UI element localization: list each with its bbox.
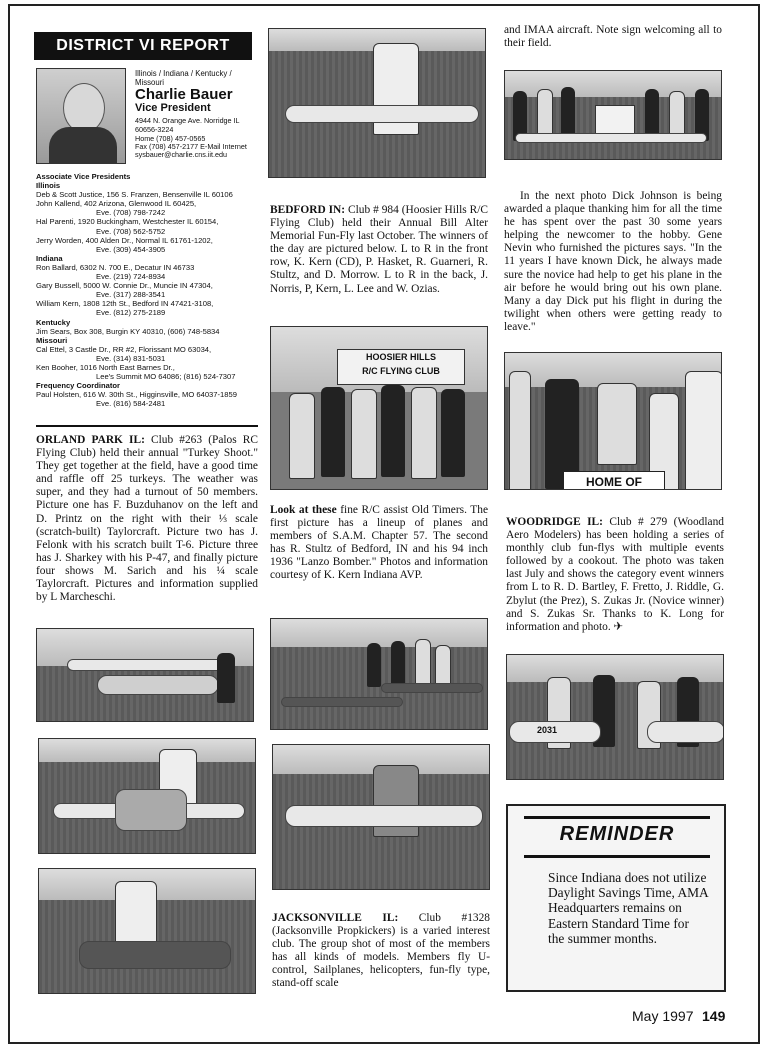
roster-phone: Eve. (708) 562-5752 (96, 226, 166, 236)
roster-phone: Eve. (219) 724-8934 (96, 272, 166, 282)
vp-title: Vice President (135, 102, 211, 114)
old-timers-article (270, 504, 488, 583)
bedford-text: Club # 984 (Hoosier Hills R/C Flying Club) held their Annual Bill Alter Memorial Fun-Fly last October. The winners of the day are pictured below. L to R in the front row, K. Kern (CD), P. Hasket, R. Guarneri, R. Stultz, and D. Morrow. L to R in the back, J. Norris, P, Kern, L. Lee and W. Ozias. (270, 204, 488, 295)
state-kentucky: Kentucky (36, 317, 71, 327)
bedford-article (270, 204, 488, 296)
state-illinois: Illinois (36, 181, 61, 191)
woodridge-text: Club # 279 (Woodland Aero Modelers) has been holding a series of monthly club fun-flys with multiple events followed by a cookout. The photo was taken last July and shows the category event winners from L to R. D. Bartley, F. Fretto, J. Riddle, G. Zbylut (the Prez), S. Zukas Jr. (Novice winner) and S. Zukas Sr. Thanks to K. Long for information and photo. ✈ (506, 516, 724, 633)
district-header: DISTRICT VI REPORT (34, 32, 252, 60)
vp-address: 4944 N. Orange Ave. Norridge IL 60656-3224 (135, 116, 240, 134)
banner-line-2: R/C FLYING CLUB (362, 366, 440, 376)
roster-entry: Jim Sears, Box 308, Burgin KY 40310, (606) 748-5834 (36, 326, 220, 336)
orland-park-article (36, 434, 258, 604)
club-banner (337, 349, 465, 385)
roster-entry: Hal Parenti, 1920 Buckingham, Westchester IL 60154, (36, 217, 219, 227)
bedford-lead: BEDFORD IN: (270, 204, 346, 216)
state-missouri: Missouri (36, 335, 68, 345)
vp-states: Illinois / Indiana / Kentucky / Missouri (135, 69, 232, 87)
roster-entry: Cal Ettel, 3 Castle Dr., RR #2, Florissant MO 63034, (36, 344, 212, 354)
roster-phone: Eve. (314) 831-5031 (96, 353, 166, 363)
roster-phone: Eve. (708) 798-7242 (96, 208, 166, 218)
vp-fax: Fax (708) 457-2177 E-Mail Internet (135, 142, 247, 151)
old-timers-lead: Look at these (270, 504, 337, 516)
roster-divider (36, 425, 258, 427)
vp-home-phone: Home (708) 457-0565 (135, 134, 206, 143)
photo-sam-lineup (270, 618, 488, 730)
reminder-box (506, 804, 726, 992)
roster-phone: Eve. (812) 275-2189 (96, 308, 166, 318)
orland-park-lead: ORLAND PARK IL: (36, 434, 145, 446)
johnson-article: In the next photo Dick Johnson is being awarded a plaque thanking him for all the time he has spent over the past 30 some years helping the newcomer to the hobby. Gene Nevin who furnished the pictures says. "In the 11 years I have known Dick, he always made sure the novice had help to get his plane in the air before he would bring out his own plane. Many a day Dick put his flight in during the twilight when others were getting ready to leave." (504, 190, 722, 333)
roster-entry: William Kern, 1808 12th St., Bedford IN 47421-3108, (36, 299, 214, 309)
state-indiana: Indiana (36, 253, 63, 263)
jacksonville-text: Club #1328 (Jacksonville Propkickers) is a varied interest club. The group shot of most of the members has all kinds of models. Members fly U-control, Sailplanes, helicopters, fun-fly type, stand-off scale (272, 912, 490, 990)
issue-date: May 1997 (632, 1008, 694, 1024)
photo-lanzo-bomber (272, 744, 490, 890)
reminder-title: REMINDER (524, 816, 710, 858)
photo-taylorcraft-one (36, 628, 254, 722)
photo-jacksonville-group (504, 70, 722, 160)
roster-phone: Lee's Summit MO 64086; (816) 524-7307 (96, 372, 236, 382)
plane-marking: 2031 (537, 725, 558, 735)
roster-phone: Eve. (309) 454-3905 (96, 244, 166, 254)
jacksonville-article (272, 912, 490, 991)
woodridge-lead: WOODRIDGE IL: (506, 516, 603, 528)
page-number: 149 (702, 1008, 726, 1024)
reminder-text: Since Indiana does not utilize Daylight Savings Time, AMA Headquarters remains on Eastern Standard Time for the summer months. (548, 870, 708, 946)
roster-entry: John Kallend, 402 Arizona, Glenwood IL 60425, (36, 199, 197, 209)
vp-portrait (36, 68, 126, 164)
roster-entry: Ken Booher, 1016 North East Barnes Dr., (36, 362, 175, 372)
roster-entry: Paul Holsten, 616 W. 30th St., Higginsville, MO 64037-1859 (36, 390, 237, 400)
roster-phone: Eve. (816) 584-2481 (96, 399, 166, 409)
photo-p47 (38, 868, 256, 994)
roster-entry: Ron Ballard, 6302 N. 700 E., Decatur IN 46733 (36, 262, 195, 272)
old-timers-text: fine R/C assist Old Timers. The first picture has a lineup of planes and members of S.A.M. Chapter 57. The second has R. Stultz of Bedford, IN and his 94 inch 1936 "Lanzo Bomber." Photos and information courtesy of K. Kern Indiana AVP. (270, 504, 488, 582)
photo-hoosier-hills-winners (270, 326, 488, 490)
associate-vp-roster (36, 172, 258, 408)
roster-heading: Associate Vice Presidents (36, 172, 131, 181)
roster-phone: Eve. (317) 288-3541 (96, 290, 166, 300)
frequency-coordinator-heading: Frequency Coordinator (36, 381, 120, 391)
vp-email[interactable]: sysbauer@charlie.cns.iit.edu (135, 150, 227, 159)
photo-old-timer-pilot (268, 28, 486, 178)
home-of-sign: HOME OF (563, 471, 665, 490)
woodridge-article (506, 516, 724, 634)
jacksonville-lead: JACKSONVILLE IL: (272, 912, 399, 924)
jacksonville-continued: and IMAA aircraft. Note sign welcoming all to their field. (504, 24, 722, 50)
banner-line-1: HOOSIER HILLS (365, 352, 436, 362)
roster-entry: Deb & Scott Justice, 156 S. Franzen, Bensenville IL 60106 (36, 190, 233, 200)
vp-name: Charlie Bauer (135, 86, 233, 103)
photo-woodridge-winners (506, 654, 724, 780)
roster-entry: Jerry Worden, 400 Alden Dr., Normal IL 61761-1202, (36, 235, 213, 245)
photo-plaque-award (504, 352, 722, 490)
photo-t6 (38, 738, 256, 854)
orland-park-text: Club #263 (Palos RC Flying Club) held their annual "Turkey Shoot." They get together at the field, have a good time and raffle off 25 turkeys. The weather was super, and they had a turnout of 50 members. Picture one has F. Buzduhanov on the left and D. Printz on the right with their ⅓ scale (scratch-built) Taylorcraft. Picture two has J. Felonk with his scratch built T-6. Picture three has J. Sharkey with his P-47, and finally picture four shows M. Sarich and his ¼ scale Taylorcraft. Pictures and information supplied by L Marcheschi. (36, 434, 259, 604)
roster-entry: Gary Bussell, 5000 W. Connie Dr., Muncie IN 47304, (36, 281, 213, 291)
